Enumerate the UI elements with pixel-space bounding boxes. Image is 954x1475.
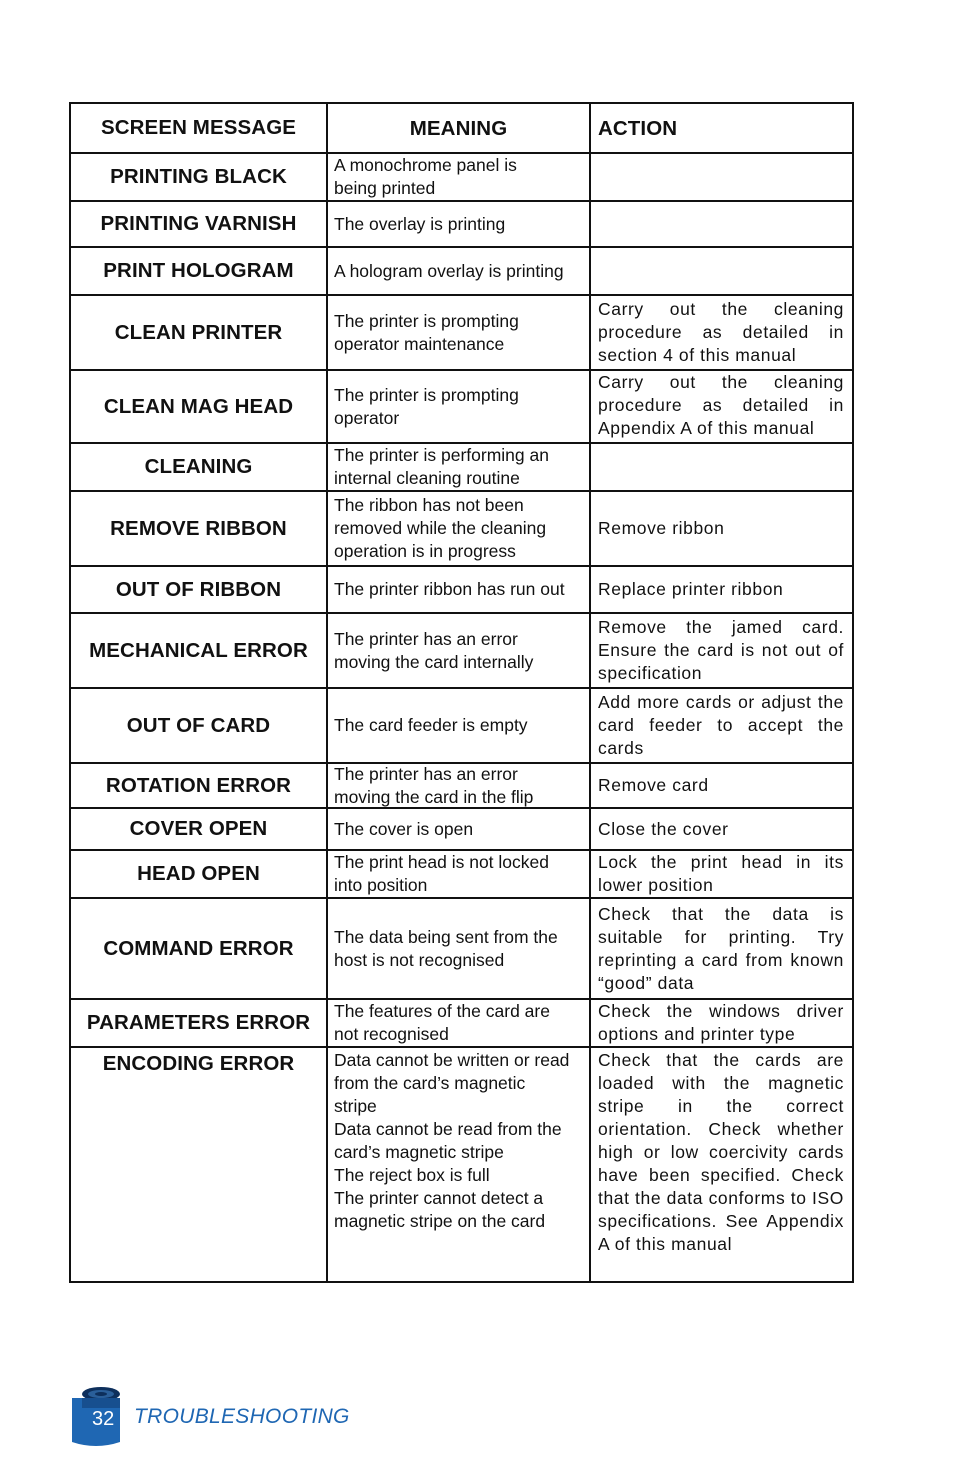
table-row xyxy=(71,612,852,687)
meaning: The features of the card are not recognised xyxy=(334,1001,550,1044)
screen-message: OUT OF RIBBON xyxy=(115,577,282,601)
header-action: ACTION xyxy=(598,116,678,140)
error-messages-table xyxy=(69,102,854,1283)
action: Replace printer ribbon xyxy=(598,579,784,599)
action: Add more cards or adjust the card feeder to accept the cards xyxy=(598,692,844,758)
table-row xyxy=(71,849,852,897)
meaning: The ribbon has not been removed while the cleaning operation is in progress xyxy=(334,495,547,561)
action: Remove ribbon xyxy=(598,518,725,538)
screen-message: REMOVE RIBBON xyxy=(110,516,287,540)
action: Close the cover xyxy=(598,818,729,839)
screen-message: ROTATION ERROR xyxy=(105,773,292,797)
page-number: 32 xyxy=(92,1408,115,1430)
screen-message: OUT OF CARD xyxy=(126,713,271,737)
table-row xyxy=(71,687,852,762)
table-row xyxy=(71,1046,852,1281)
meaning: The cover is open xyxy=(334,818,474,839)
action: Check that the data is suitable for printing. Try reprinting a card from known “good” data xyxy=(598,903,844,993)
meaning: The printer is prompting operator xyxy=(334,384,519,428)
meaning: A monochrome panel is being printed xyxy=(334,155,517,198)
meaning: The overlay is printing xyxy=(334,213,506,234)
action: Check that the cards are loaded with the magnetic stripe in the correct orientation. Check whether high or low coercivity cards have been specified. Check that the data conforms to ISO specifications. See Appendix A of this manual xyxy=(598,1050,844,1254)
table-row xyxy=(71,442,852,490)
action: Remove card xyxy=(598,775,709,795)
action: Remove the jamed card. Ensure the card is not out of specification xyxy=(598,617,844,683)
action: Lock the print head in its lower position xyxy=(598,852,844,895)
table-row xyxy=(71,897,852,998)
meaning: The printer is prompting operator maintenance xyxy=(334,310,519,354)
meaning: The print head is not locked into position xyxy=(334,852,549,895)
table-row xyxy=(71,369,852,442)
screen-message: CLEANING xyxy=(144,455,253,478)
screen-message: PRINT HOLOGRAM xyxy=(103,259,294,282)
table-row xyxy=(71,200,852,246)
meaning: The printer has an error moving the card internally xyxy=(334,628,534,672)
table-row xyxy=(71,152,852,200)
table-row xyxy=(71,565,852,612)
screen-message: COVER OPEN xyxy=(129,817,268,840)
screen-message: COMMAND ERROR xyxy=(103,936,294,960)
header-screen-message: SCREEN MESSAGE xyxy=(100,116,297,139)
action: Carry out the cleaning procedure as detailed in Appendix A of this manual xyxy=(598,372,844,438)
meaning: The printer ribbon has run out xyxy=(334,579,565,599)
section-title: TROUBLESHOOTING xyxy=(134,1405,350,1428)
screen-message: CLEAN MAG HEAD xyxy=(103,394,294,418)
screen-message: PRINTING BLACK xyxy=(110,165,287,188)
table-row xyxy=(71,807,852,849)
meaning: The card feeder is empty xyxy=(334,715,528,735)
screen-message: PRINTING VARNISH xyxy=(100,212,297,235)
meaning: The printer is performing an internal cleaning routine xyxy=(334,445,549,488)
action: Check the windows driver options and printer type xyxy=(598,1001,844,1044)
action: Carry out the cleaning procedure as detailed in section 4 of this manual xyxy=(598,299,844,365)
screen-message: MECHANICAL ERROR xyxy=(89,638,308,662)
screen-message: CLEAN PRINTER xyxy=(114,320,283,344)
table-row xyxy=(71,762,852,807)
meaning: The printer has an error moving the card in the flip xyxy=(334,763,534,807)
header-meaning: MEANING xyxy=(409,116,508,140)
table-row xyxy=(71,246,852,294)
table-header-row xyxy=(71,104,852,152)
meaning: Data cannot be written or read from the card’s magnetic stripe Data cannot be read from the card’s magnetic stripe The reject box is full The printer cannot detect a magnetic stripe on the card xyxy=(334,1050,570,1231)
table-row xyxy=(71,998,852,1046)
screen-message: PARAMETERS ERROR xyxy=(86,1011,311,1034)
screen-message: HEAD OPEN xyxy=(137,862,260,885)
meaning: The data being sent from the host is not recognised xyxy=(334,926,558,970)
page-number-badge xyxy=(70,1386,124,1448)
table-row xyxy=(71,490,852,565)
screen-message: ENCODING ERROR xyxy=(102,1052,295,1075)
table-row xyxy=(71,294,852,369)
meaning: A hologram overlay is printing xyxy=(334,260,564,281)
